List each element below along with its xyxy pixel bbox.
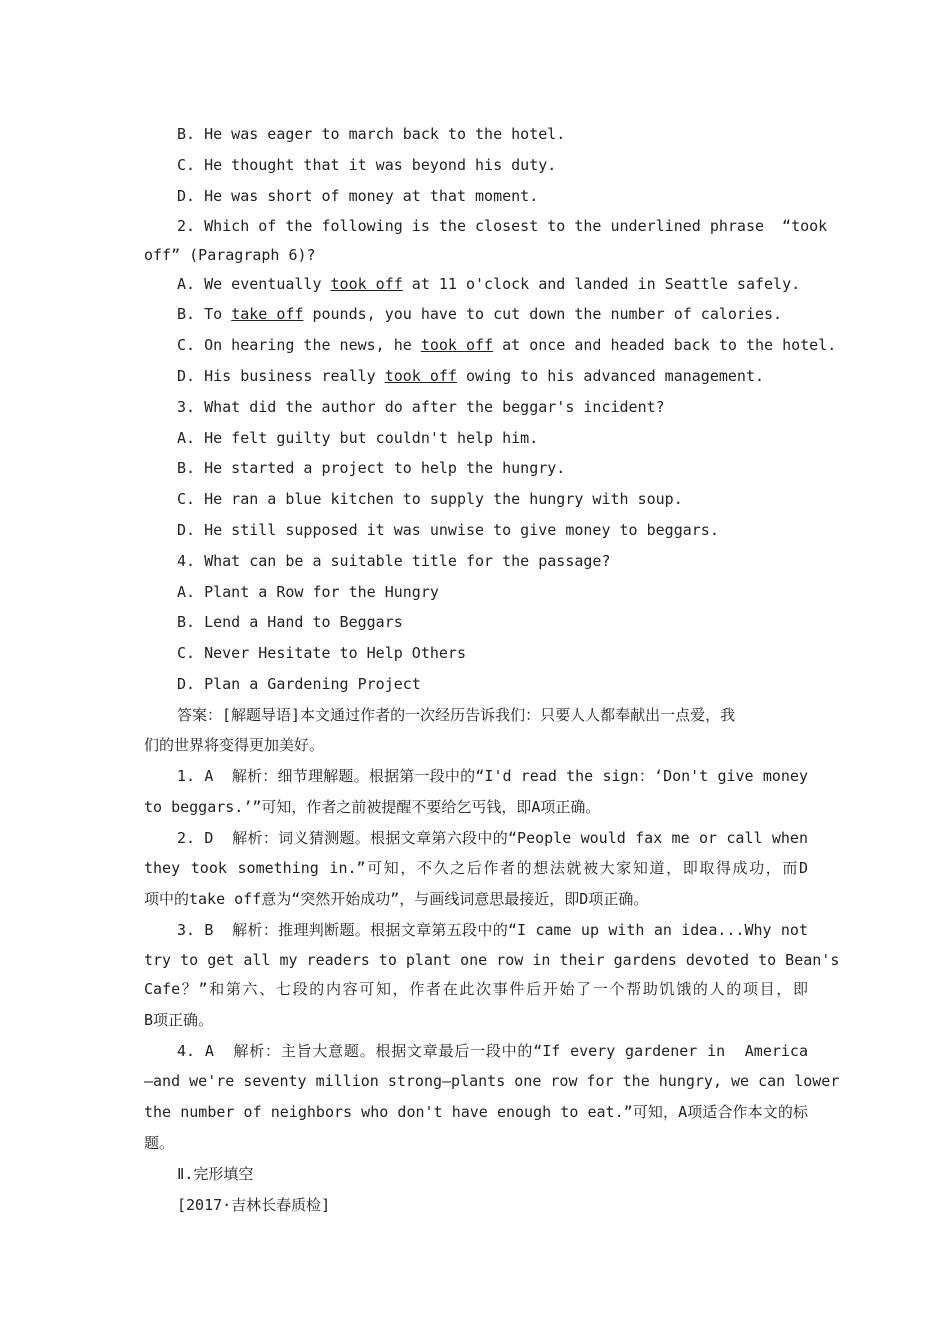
- q2-option-d: [177, 366, 764, 386]
- q4-option-a: A. Plant a Row for the Hungry: [177, 583, 439, 601]
- q2-option-b: [177, 304, 782, 324]
- q2-option-a: [177, 274, 800, 294]
- section-title: Ⅱ.完形填空: [177, 1165, 254, 1183]
- answer-2-line2: they took something in.”可知，不久之后作者的想法就被大家知道，即取得成功，而D: [144, 859, 808, 877]
- q2-option-b-underlined: take off: [231, 305, 304, 323]
- q2-option-c-pre: C. On hearing the news, he: [177, 336, 421, 354]
- q4-stem: 4. What can be a suitable title for the passage?: [177, 552, 611, 570]
- q1-option-c: C. He thought that it was beyond his duty.: [177, 156, 557, 174]
- q2-option-a-pre: A. We eventually: [177, 275, 331, 293]
- q2-option-c-post: at once and headed back to the hotel.: [493, 336, 837, 354]
- q2-option-b-post: pounds, you have to cut down the number of calories.: [303, 305, 783, 323]
- q2-option-d-post: owing to his advanced management.: [456, 367, 765, 385]
- answer-3-line3: Cafe？”和第六、七段的内容可知，作者在此次事件后开始了一个帮助饥饿的人的项目，即: [144, 980, 808, 998]
- q2-option-c-underlined: took off: [420, 336, 494, 354]
- q2-option-c: [177, 335, 836, 355]
- q2-stem-line1: 2. Which of the following is the closest to the underlined phrase “took: [177, 217, 828, 235]
- q1-option-d: D. He was short of money at that moment.: [177, 187, 539, 205]
- q4-option-c: C. Never Hesitate to Help Others: [177, 644, 466, 662]
- answer-3-line2: try to get all my readers to plant one row in their gardens devoted to Bean's: [144, 951, 840, 969]
- answer-2-line1: 2. D 解析：词义猜测题。根据文章第六段中的“People would fax me or call when: [177, 829, 808, 847]
- q3-option-d: D. He still supposed it was unwise to give money to beggars.: [177, 521, 719, 539]
- answer-3-line1: 3. B 解析：推理判断题。根据文章第五段中的“I came up with an idea...Why not: [177, 921, 808, 939]
- q2-stem-line2: off” (Paragraph 6)?: [144, 246, 316, 264]
- q1-option-b: B. He was eager to march back to the hotel.: [177, 125, 566, 143]
- q4-option-b: B. Lend a Hand to Beggars: [177, 613, 403, 631]
- answer-1-line1: 1. A 解析：细节理解题。根据第一段中的“I'd read the sign：‘Don't give money: [177, 767, 808, 785]
- q2-option-d-underlined: took off: [384, 367, 457, 385]
- q3-option-b: B. He started a project to help the hungry.: [177, 459, 566, 477]
- q3-stem: 3. What did the author do after the beggar's incident?: [177, 398, 665, 416]
- answer-1-line2: to beggars.’”可知，作者之前被提醒不要给乞丐钱，即A项正确。: [144, 798, 601, 816]
- q3-option-a: A. He felt guilty but couldn't help him.: [177, 429, 539, 447]
- q2-option-a-underlined: took off: [330, 275, 403, 293]
- q2-option-b-pre: B. To: [177, 305, 232, 323]
- answer-3-line4: B项正确。: [144, 1011, 214, 1029]
- q2-option-d-pre: D. His business really: [177, 367, 385, 385]
- answer-4-line2: —and we're seventy million strong—plants one row for the hungry, we can lower: [144, 1072, 840, 1090]
- q4-option-d: D. Plan a Gardening Project: [177, 675, 421, 693]
- answer-4-line1: 4. A 解析：主旨大意题。根据文章最后一段中的“If every gardener in America: [177, 1042, 808, 1060]
- answer-intro-line2: 们的世界将变得更加美好。: [144, 736, 325, 754]
- answer-intro-line1: 答案：[解题导语]本文通过作者的一次经历告诉我们：只要人人都奉献出一点爱，我: [177, 706, 736, 724]
- section-source: [2017·吉林长春质检]: [177, 1196, 331, 1214]
- answer-4-line4: 题。: [144, 1134, 175, 1152]
- q2-option-a-post: at 11 o'clock and landed in Seattle safely.: [402, 275, 801, 293]
- q3-option-c: C. He ran a blue kitchen to supply the hungry with soup.: [177, 490, 683, 508]
- answer-2-line3: 项中的take off意为“突然开始成功”，与画线词意思最接近，即D项正确。: [144, 890, 649, 908]
- answer-4-line3: the number of neighbors who don't have enough to eat.”可知，A项适合作本文的标: [144, 1103, 808, 1121]
